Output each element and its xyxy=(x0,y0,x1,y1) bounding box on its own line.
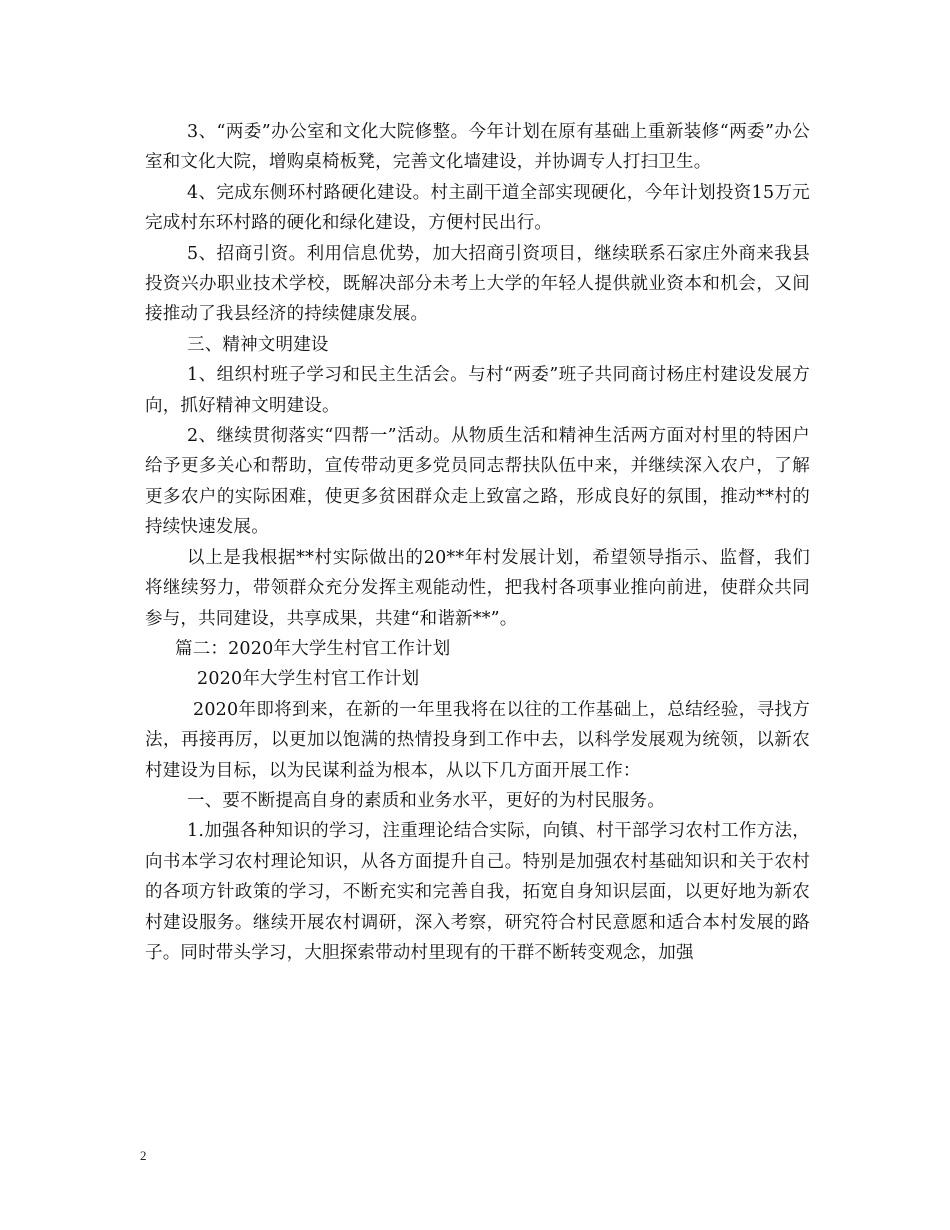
section-heading-quality: 一、要不断提高自身的素质和业务水平，更好的为村民服务。 xyxy=(187,790,665,811)
paragraph-item-2: 2、继续贯彻落实“四帮一”活动。从物质生活和精神生活两方面对村里的特困户给予更多关心和帮助，宣传带动更多党员同志帮扶队伍中来，并继续深入农户，了解更多农户的实际困难，使更多贫困群众走上致富之路，形成良好的氛围，推动**村的持续快速发展。 xyxy=(145,426,810,538)
document-body xyxy=(145,117,810,968)
chapter-heading: 篇二：2020年大学生村官工作计划 xyxy=(175,638,451,659)
paragraph-item-5: 5、招商引资。利用信息优势，加大招商引资项目，继续联系石家庄外商来我县投资兴办职业技术学校，既解决部分未考上大学的年轻人提供就业资本和机会，又间接推动了我县经济的持续健康发展。 xyxy=(145,243,810,325)
paragraph-summary: 以上是我根据**村实际做出的20**年村发展计划，希望领导指示、监督，我们将继续努力，带领群众充分发挥主观能动性，把我村各项事业推向前进，使群众共同参与，共同建设，共享成果，共建“和谐新**”。 xyxy=(145,547,810,629)
paragraph-item-3: 3、“两委”办公室和文化大院修整。今年计划在原有基础上重新装修“两委”办公室和文化大院，增购桌椅板凳，完善文化墙建设，并协调专人打扫卫生。 xyxy=(145,122,810,173)
paragraph-item-1: 1、组织村班子学习和民主生活会。与村“两委”班子共同商讨杨庄村建设发展方向，抓好精神文明建设。 xyxy=(145,365,810,416)
paragraph-intro: 2020年即将到来，在新的一年里我将在以往的工作基础上，总结经验，寻找方法，再接再厉，以更加以饱满的热情投身到工作中去，以科学发展观为统领，以新农村建设为目标，以为民谋利益为根本，从以下几方面开展工作： xyxy=(145,699,810,781)
paragraph-item-4: 4、完成东侧环村路硬化建设。村主副干道全部实现硬化，今年计划投资15万元完成村东环村路的硬化和绿化建设，方便村民出行。 xyxy=(145,182,810,234)
page-number: 2 xyxy=(140,1148,147,1163)
paragraph-study: 1.加强各种知识的学习，注重理论结合实际，向镇、村干部学习农村工作方法，向书本学习农村理论知识，从各方面提升自己。特别是加强农村基础知识和关于农村的各项方针政策的学习，不断充实和完善自我，拓宽自身知识层面，以更好地为新农村建设服务。继续开展农村调研，深入考察，研究符合村民意愿和适合本村发展的路子。同时带头学习，大胆探索带动村里现有的干群不断转变观念，加强 xyxy=(145,821,810,963)
section-heading-spiritual-civilization: 三、精神文明建设 xyxy=(187,334,329,355)
document-title: 2020年大学生村官工作计划 xyxy=(197,669,420,690)
